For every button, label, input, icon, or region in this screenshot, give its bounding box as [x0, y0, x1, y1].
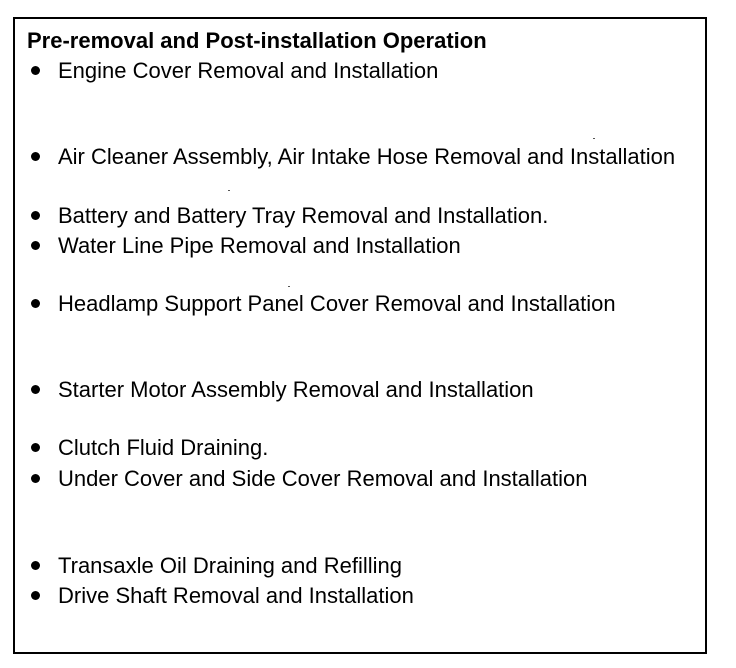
bullet-icon	[31, 241, 40, 250]
bullet-icon	[31, 443, 40, 452]
bullet-icon	[31, 299, 40, 308]
bullet-icon	[31, 561, 40, 570]
bullet-icon	[31, 474, 40, 483]
bullet-icon	[31, 66, 40, 75]
list-item	[27, 232, 707, 259]
scan-speck	[228, 190, 230, 191]
list-item	[27, 552, 707, 579]
bullet-icon	[31, 152, 40, 161]
list-item-label: Battery and Battery Tray Removal and Installation.	[58, 203, 549, 228]
list-item	[27, 202, 707, 229]
list-item-label: Drive Shaft Removal and Installation	[58, 583, 414, 608]
section-heading: Pre-removal and Post-installation Operation	[27, 28, 487, 53]
list-item-label: Water Line Pipe Removal and Installation	[58, 233, 461, 258]
list-item-label: Starter Motor Assembly Removal and Installation	[58, 377, 534, 402]
bullet-icon	[31, 591, 40, 600]
list-item-label: Air Cleaner Assembly, Air Intake Hose Removal and Installation	[58, 144, 676, 169]
list-item-label: Transaxle Oil Draining and Refilling	[58, 553, 403, 578]
list-item-label: Engine Cover Removal and Installation	[58, 58, 439, 83]
list-item	[27, 376, 707, 403]
bullet-icon	[31, 385, 40, 394]
list-item	[27, 434, 707, 461]
bullet-icon	[31, 211, 40, 220]
list-item	[27, 290, 707, 317]
list-item	[27, 57, 707, 84]
list-item-label: Under Cover and Side Cover Removal and Installation	[58, 466, 588, 491]
list-item	[27, 143, 707, 170]
list-item-label: Clutch Fluid Draining.	[58, 435, 269, 460]
scan-speck	[593, 138, 595, 139]
list-item-label: Headlamp Support Panel Cover Removal and Installation	[58, 291, 616, 316]
list-item	[27, 582, 707, 609]
list-item	[27, 465, 707, 492]
scan-speck	[288, 286, 290, 287]
